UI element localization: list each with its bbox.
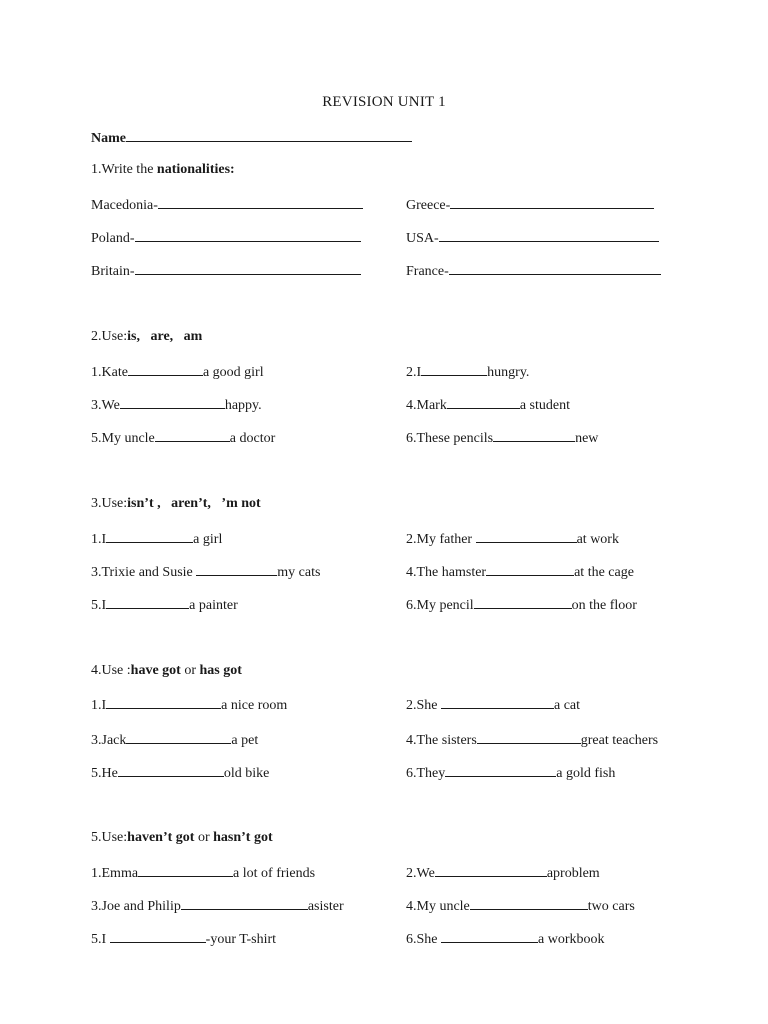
item-suffix: a good girl <box>202 365 264 380</box>
item-prefix: 1.Kate <box>91 365 128 380</box>
item-label: France- <box>406 264 449 279</box>
section-3-number: 3.Use: <box>91 496 128 511</box>
s4-item-5 <box>91 763 269 783</box>
section-1-instruction: nationalities: <box>156 162 235 177</box>
item-suffix: a gold fish <box>556 766 616 781</box>
answer-blank[interactable] <box>449 261 661 275</box>
s4-item-3 <box>91 730 258 750</box>
item-prefix: 2.I <box>406 365 422 380</box>
item-label: Macedonia- <box>91 198 158 213</box>
s5-item-3 <box>91 896 344 916</box>
item-prefix: 3.Jack <box>91 733 127 748</box>
item-suffix: a painter <box>189 598 238 613</box>
s3-item-2 <box>406 529 619 549</box>
s3-item-6 <box>406 595 637 615</box>
item-suffix: aproblem <box>546 866 600 881</box>
item-suffix: a doctor <box>229 431 276 446</box>
answer-blank[interactable] <box>106 695 221 709</box>
item-prefix: 5.I <box>91 598 107 613</box>
item-label: Poland- <box>91 231 135 246</box>
answer-blank[interactable] <box>135 261 361 275</box>
item-suffix: new <box>575 431 599 446</box>
answer-blank[interactable] <box>126 730 231 744</box>
s5-item-5 <box>91 929 276 949</box>
item-prefix: 2.She <box>406 698 441 713</box>
item-suffix: a pet <box>231 733 259 748</box>
section-5-option-2: hasn’t got <box>213 830 273 845</box>
s2-item-3 <box>91 395 262 415</box>
item-suffix: a nice room <box>221 698 288 713</box>
s2-item-5 <box>91 428 275 448</box>
section-2-instruction: is, are, am <box>127 329 203 344</box>
item-suffix: a workbook <box>538 932 605 947</box>
item-suffix: at work <box>576 532 619 547</box>
s5-item-1 <box>91 863 315 883</box>
item-prefix: 6.These pencils <box>406 431 494 446</box>
item-suffix: happy. <box>224 398 262 413</box>
section-5-heading <box>91 829 273 847</box>
section-5-number: 5.Use: <box>91 830 128 845</box>
s5-item-4 <box>406 896 635 916</box>
section-2-heading <box>91 328 202 346</box>
s2-item-4 <box>406 395 570 415</box>
answer-blank[interactable] <box>120 395 225 409</box>
item-suffix: great teachers <box>580 733 659 748</box>
section-4-heading <box>91 662 242 680</box>
s3-item-5 <box>91 595 238 615</box>
answer-blank[interactable] <box>138 863 233 877</box>
item-label: USA- <box>406 231 439 246</box>
item-label: Greece- <box>406 198 451 213</box>
item-prefix: 6.They <box>406 766 446 781</box>
s1-item-6 <box>406 261 661 281</box>
name-blank[interactable] <box>126 128 412 142</box>
answer-blank[interactable] <box>155 428 230 442</box>
item-prefix: 6.She <box>406 932 441 947</box>
answer-blank[interactable] <box>106 529 193 543</box>
item-suffix: a cat <box>554 698 581 713</box>
item-prefix: 2.We <box>406 866 435 881</box>
answer-blank[interactable] <box>447 395 520 409</box>
s1-item-5 <box>91 261 361 281</box>
answer-blank[interactable] <box>135 228 361 242</box>
answer-blank[interactable] <box>441 695 554 709</box>
section-1-heading <box>91 161 235 179</box>
section-5-option-1: haven’t got <box>127 830 195 845</box>
item-suffix: old bike <box>223 766 270 781</box>
answer-blank[interactable] <box>450 195 654 209</box>
item-prefix: 1.I <box>91 532 107 547</box>
answer-blank[interactable] <box>486 562 574 576</box>
s3-item-1 <box>91 529 222 549</box>
name-row <box>91 128 412 148</box>
item-prefix: 2.My father <box>406 532 476 547</box>
item-suffix: a lot of friends <box>233 866 316 881</box>
s2-item-6 <box>406 428 598 448</box>
answer-blank[interactable] <box>196 562 277 576</box>
s2-item-2 <box>406 362 529 382</box>
section-4-number: 4.Use : <box>91 663 131 678</box>
answer-blank[interactable] <box>476 529 577 543</box>
item-prefix: 5.My uncle <box>91 431 155 446</box>
answer-blank[interactable] <box>118 763 224 777</box>
s5-item-6 <box>406 929 605 949</box>
item-suffix: asister <box>307 899 344 914</box>
item-suffix: on the floor <box>571 598 637 613</box>
s3-item-4 <box>406 562 634 582</box>
item-prefix: 1.Emma <box>91 866 139 881</box>
s3-item-3 <box>91 562 320 582</box>
s1-item-2 <box>406 195 654 215</box>
item-prefix: 4.Mark <box>406 398 447 413</box>
answer-blank[interactable] <box>158 195 363 209</box>
answer-blank[interactable] <box>474 595 572 609</box>
s1-item-3 <box>91 228 361 248</box>
item-suffix: my cats <box>277 565 321 580</box>
answer-blank[interactable] <box>421 362 487 376</box>
name-label: Name <box>91 131 126 146</box>
item-prefix: 3.We <box>91 398 120 413</box>
item-suffix: two cars <box>587 899 635 914</box>
answer-blank[interactable] <box>493 428 575 442</box>
section-3-instruction: isn’t , aren’t, ’m not <box>127 496 261 511</box>
answer-blank[interactable] <box>477 730 581 744</box>
answer-blank[interactable] <box>470 896 588 910</box>
s4-item-1 <box>91 695 287 715</box>
item-prefix: 4.My uncle <box>406 899 470 914</box>
page-title: REVISION UNIT 1 <box>322 94 446 110</box>
answer-blank[interactable] <box>128 362 203 376</box>
s4-item-4 <box>406 730 658 750</box>
item-prefix: 4.The sisters <box>406 733 477 748</box>
item-suffix: -your T-shirt <box>205 932 277 947</box>
s5-item-2 <box>406 863 600 883</box>
answer-blank[interactable] <box>106 595 189 609</box>
section-2-number: 2.Use: <box>91 329 128 344</box>
section-4-option-1: have got <box>130 663 181 678</box>
section-5-or: or <box>194 830 214 845</box>
item-prefix: 3.Joe and Philip <box>91 899 181 914</box>
answer-blank[interactable] <box>181 896 308 910</box>
item-prefix: 5.He <box>91 766 118 781</box>
item-suffix: at the cage <box>574 565 634 580</box>
section-3-heading <box>91 495 261 513</box>
answer-blank[interactable] <box>110 929 206 943</box>
section-4-option-2: has got <box>199 663 242 678</box>
answer-blank[interactable] <box>445 763 556 777</box>
item-prefix: 3.Trixie and Susie <box>91 565 197 580</box>
item-suffix: hungry. <box>487 365 530 380</box>
s1-item-4 <box>406 228 659 248</box>
answer-blank[interactable] <box>435 863 547 877</box>
s2-item-1 <box>91 362 264 382</box>
item-suffix: a girl <box>193 532 223 547</box>
s4-item-2 <box>406 695 580 715</box>
item-prefix: 4.The hamster <box>406 565 487 580</box>
s4-item-6 <box>406 763 615 783</box>
item-suffix: a student <box>519 398 570 413</box>
item-prefix: 6.My pencil <box>406 598 474 613</box>
section-4-or: or <box>180 663 200 678</box>
item-prefix: 1.I <box>91 698 107 713</box>
s1-item-1 <box>91 195 363 215</box>
section-1-number: 1.Write the <box>91 162 157 177</box>
item-prefix: 5.I <box>91 932 110 947</box>
item-label: Britain- <box>91 264 135 279</box>
answer-blank[interactable] <box>439 228 659 242</box>
answer-blank[interactable] <box>441 929 538 943</box>
